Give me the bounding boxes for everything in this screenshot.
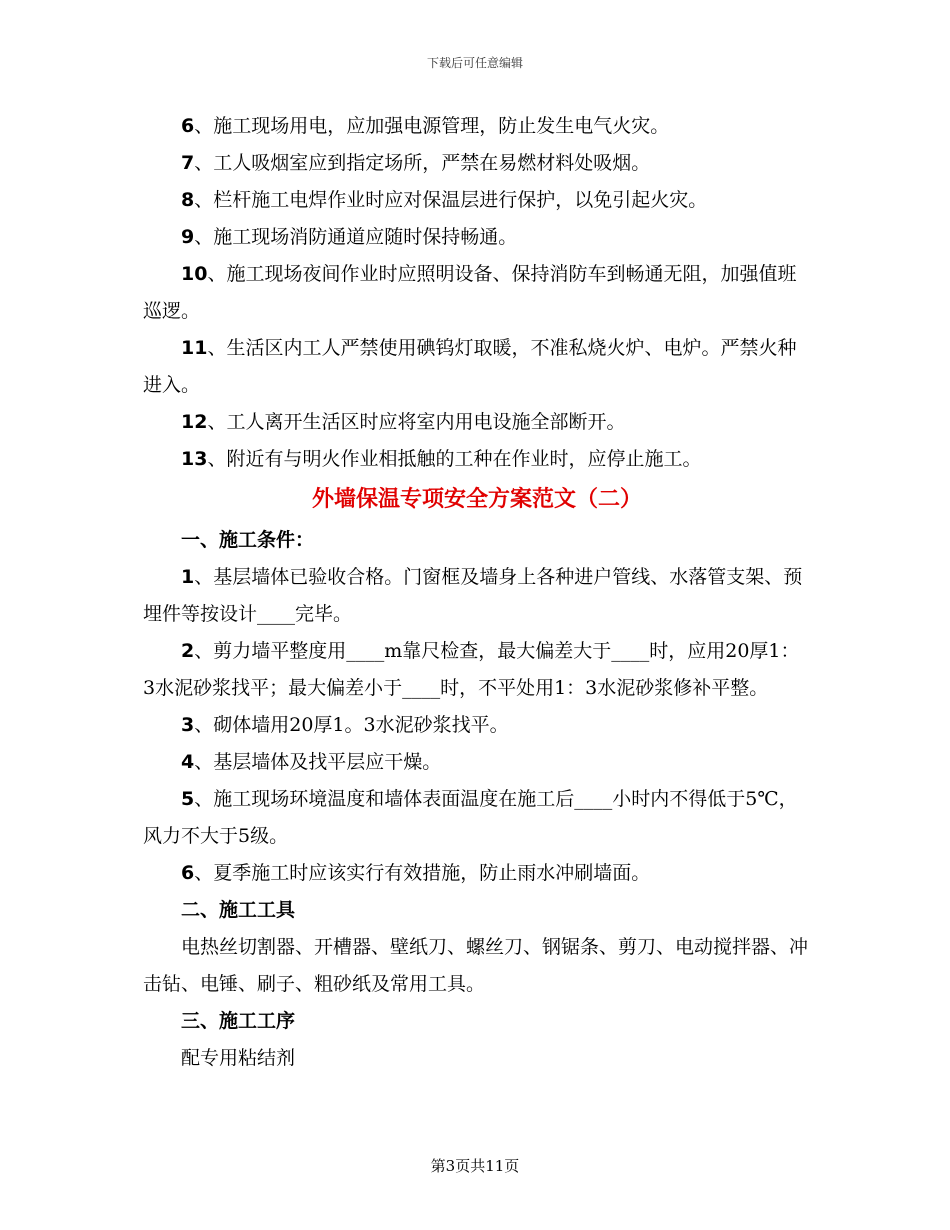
item-text: 、施工现场夜间作业时应照明设备、保持消防车到畅通无阻，加强值班巡逻。: [143, 263, 797, 322]
item-number: 7: [181, 152, 195, 174]
list-item: [143, 145, 811, 182]
item-number: 4: [181, 751, 195, 773]
item-text: 、附近有与明火作业相抵触的工种在作业时，应停止施工。: [207, 448, 702, 470]
list-item: [143, 559, 811, 633]
item-number: 13: [181, 448, 208, 470]
section-heading-conditions: 一、施工条件：: [181, 529, 315, 551]
list-item: [143, 633, 811, 707]
list-item: [143, 707, 811, 744]
item-number: 8: [181, 189, 195, 211]
item-number: 10: [181, 263, 208, 285]
item-text: 、栏杆施工电焊作业时应对保温层进行保护，以免引起火灾。: [194, 189, 708, 211]
page-header-note: 下载后可任意编辑: [426, 56, 523, 70]
item-text: 、生活区内工人严禁使用碘钨灯取暖，不准私烧火炉、电炉。严禁火种进入。: [143, 337, 797, 396]
item-text: 、剪力墙平整度用____m靠尺检查，最大偏差大于____时，应用20厚1：3水泥砂浆找平；最大偏差小于____时，不平处用1：3水泥砂浆修补平整。: [143, 640, 800, 699]
item-text: 、施工现场环境温度和墙体表面温度在施工后____小时内不得低于5℃，风力不大于5级。: [143, 788, 798, 847]
list-item: [143, 330, 811, 404]
list-item: [143, 855, 811, 892]
item-text: 、施工现场用电，应加强电源管理，防止发生电气火灾。: [194, 115, 670, 137]
list-item: [143, 182, 811, 219]
item-text: 、施工现场消防通道应随时保持畅通。: [194, 226, 518, 248]
item-text: 、工人离开生活区时应将室内用电设施全部断开。: [207, 411, 626, 433]
document-body: [143, 108, 811, 1077]
item-number: 2: [181, 640, 195, 662]
item-number: 6: [181, 862, 195, 884]
process-paragraph: 配专用粘结剂: [181, 1047, 296, 1069]
item-number: 12: [181, 411, 208, 433]
item-text: 、基层墙体及找平层应干燥。: [194, 751, 442, 773]
item-text: 、砌体墙用20厚1。3水泥砂浆找平。: [194, 714, 509, 736]
item-number: 11: [181, 337, 208, 359]
item-text: 、基层墙体已验收合格。门窗框及墙身上各种进户管线、水落管支架、预埋件等按设计____完毕。: [143, 566, 803, 625]
list-item: [143, 256, 811, 330]
item-number: 6: [181, 115, 195, 137]
list-item: [143, 404, 811, 441]
page-number: 第3页共11页: [430, 1157, 520, 1175]
tools-paragraph: 电热丝切割器、开槽器、壁纸刀、螺丝刀、钢锯条、剪刀、电动搅拌器、冲击钻、电锤、刷子、粗砂纸及常用工具。: [143, 936, 809, 995]
item-text: 、夏季施工时应该实行有效措施，防止雨水冲刷墙面。: [194, 862, 651, 884]
list-item: [143, 781, 811, 855]
item-text: 、工人吸烟室应到指定场所，严禁在易燃材料处吸烟。: [194, 152, 651, 174]
section-heading-process: 三、施工工序: [181, 1010, 296, 1032]
item-number: 9: [181, 226, 195, 248]
section-title: 外墙保温专项安全方案范文（二）: [311, 487, 642, 512]
item-number: 1: [181, 566, 195, 588]
list-item: [143, 441, 811, 478]
item-number: 3: [181, 714, 195, 736]
list-item: [143, 108, 811, 145]
item-number: 5: [181, 788, 195, 810]
section-heading-tools: 二、施工工具: [181, 899, 296, 921]
list-item: [143, 219, 811, 256]
list-item: [143, 744, 811, 781]
